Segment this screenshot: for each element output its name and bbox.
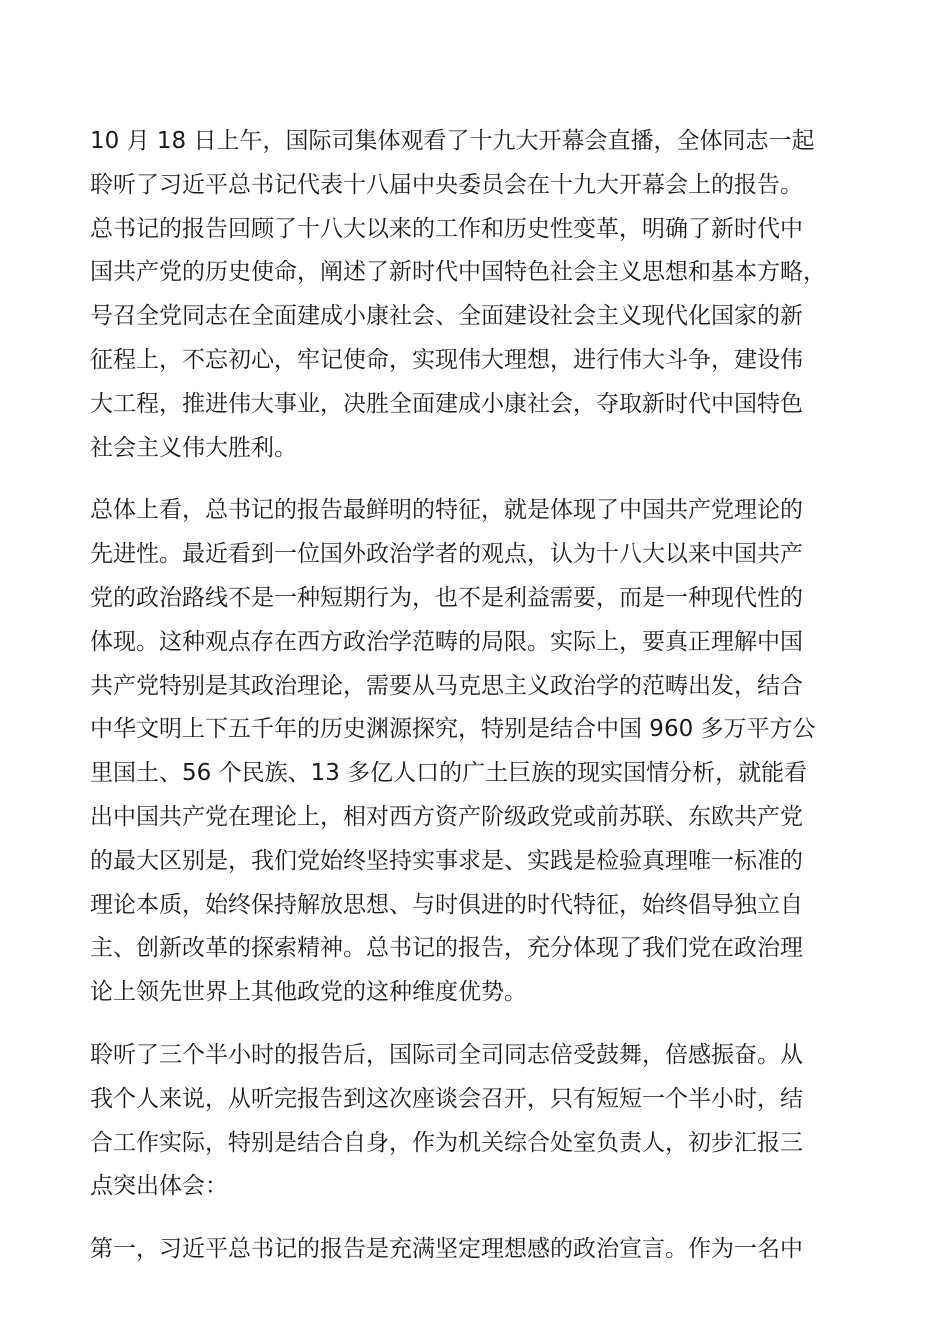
paragraph-line: 总书记的报告回顾了十八大以来的工作和历史性变革，明确了新时代中 [90, 215, 803, 242]
paragraph-line: 总体上看，总书记的报告最鲜明的特征，就是体现了中国共产党理论的 [90, 497, 803, 524]
paragraph-line: 聆听了三个半小时的报告后，国际司全司同志倍受鼓舞，倍感振奋。从 [90, 1041, 803, 1068]
paragraph-line: 的最大区别是，我们党始终坚持实事求是、实践是检验真理唯一标准的 [90, 847, 803, 874]
paragraph-line: 大工程，推进伟大事业，决胜全面建成小康社会，夺取新时代中国特色 [90, 390, 803, 417]
paragraph-2 [90, 489, 890, 1015]
paragraph-line: 聆听了习近平总书记代表十八届中央委员会在十九大开幕会上的报告。 [90, 171, 803, 198]
paragraph-line: 体现。这种观点存在西方政治学范畴的局限。实际上，要真正理解中国 [90, 628, 803, 655]
paragraph-line: 共产党特别是其政治理论，需要从马克思主义政治学的范畴出发，结合 [90, 672, 803, 699]
paragraph-line: 点突出体会： [90, 1173, 228, 1200]
paragraph-line: 我个人来说，从听完报告到这次座谈会召开，只有短短一个半小时，结 [90, 1085, 803, 1112]
paragraph-line: 论上领先世界上其他政党的这种维度优势。 [90, 979, 527, 1006]
paragraph-line: 出中国共产党在理论上，相对西方资产阶级政党或前苏联、东欧共产党 [90, 803, 803, 830]
paragraph-line: 第一，习近平总书记的报告是充满坚定理想感的政治宣言。作为一名中 [90, 1236, 803, 1263]
paragraph-line: 合工作实际，特别是结合自身，作为机关综合处室负责人，初步汇报三 [90, 1129, 803, 1156]
paragraph-line: 国共产党的历史使命，阐述了新时代中国特色社会主义思想和基本方略， [90, 259, 826, 286]
paragraph-line: 中华文明上下五千年的历史渊源探究，特别是结合中国 960 多万平方公 [90, 716, 816, 743]
paragraph-line: 征程上，不忘初心，牢记使命，实现伟大理想，进行伟大斗争，建设伟 [90, 346, 803, 373]
paragraph-4 [90, 1228, 890, 1272]
paragraph-line: 社会主义伟大胜利。 [90, 434, 297, 461]
paragraph-line: 理论本质，始终保持解放思想、与时俱进的时代特征，始终倡导独立自 [90, 891, 803, 918]
paragraph-line: 号召全党同志在全面建成小康社会、全面建设社会主义现代化国家的新 [90, 303, 803, 330]
paragraph-line: 先进性。最近看到一位国外政治学者的观点，认为十八大以来中国共产 [90, 541, 803, 568]
document-body [90, 120, 890, 1291]
paragraph-line: 党的政治路线不是一种短期行为，也不是利益需要，而是一种现代性的 [90, 584, 803, 611]
paragraph-line: 10 月 18 日上午，国际司集体观看了十九大开幕会直播，全体同志一起 [90, 128, 815, 154]
paragraph-3 [90, 1034, 890, 1209]
paragraph-line: 主、创新改革的探索精神。总书记的报告，充分体现了我们党在政治理 [90, 935, 803, 962]
paragraph-1 [90, 120, 890, 470]
paragraph-line: 里国土、56 个民族、13 多亿人口的广土巨族的现实国情分析，就能看 [90, 760, 808, 787]
